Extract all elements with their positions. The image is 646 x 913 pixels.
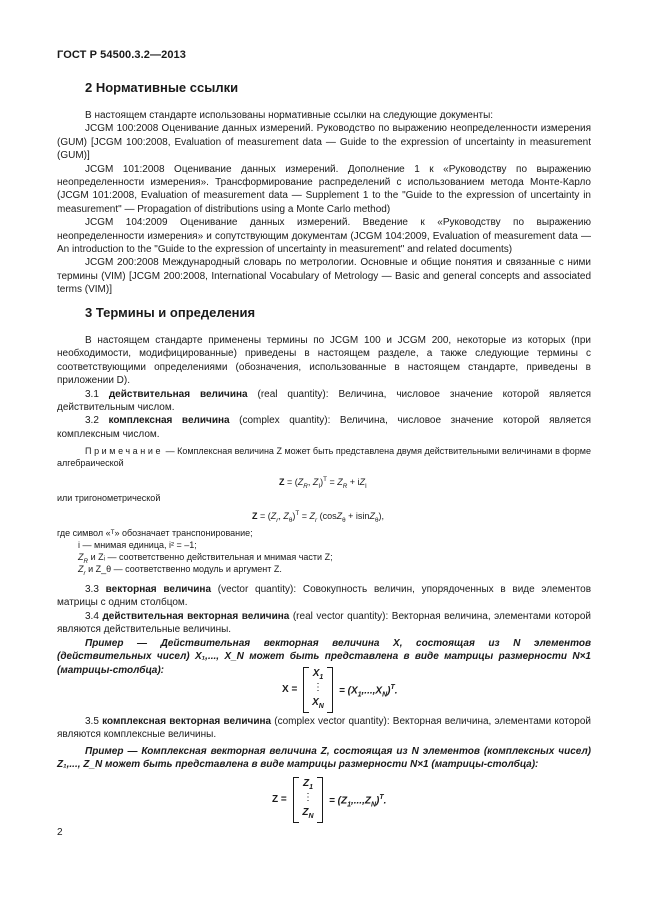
paragraph: JCGM 100:2008 Оценивание данных измерений. Руководство по выражению неопределенности измерения (GUM) [JCGM 100:2008, Evaluation of measurement data — Guide to the expression of uncertainty in measurement (GUM)] — [57, 123, 591, 162]
note-block — [57, 445, 591, 469]
paragraph: В настоящем стандарте использованы нормативные ссылки на следующие документы: — [85, 110, 494, 121]
paragraph: JCGM 104:2009 Оценивание данных измерений. Введение к «Руководству по выражению неопределенности измерения» и сопутствующим документам (JCGM 104:2009, Evaluation of measurement data — An introduction to the "Guide to the expression of uncertainty in measurement" and related documents) — [57, 217, 591, 256]
term-3-5-block — [57, 715, 591, 742]
example-text: Пример — Комплексная векторная величина Z, состоящая из N элементов (комплексных чисел) Z₁,..., Z_N может быть представлена в виде матрицы размерности N×1 (матрицы-столбца): — [57, 746, 591, 771]
term-3-2: 3.2 комплексная величина (complex quantity): Величина, числовое значение которой является комплексным числом. — [57, 415, 591, 440]
normative-refs-list — [57, 109, 591, 297]
example-text: Пример — Действительная векторная величина X, состоящая из N элементов (действительных чисел) X₁,..., X_N может быть представлена в виде матрицы размерности N×1 (матрицы-столбца): — [57, 638, 591, 676]
formula-trigonometric: $Z = (Z_r$, $Z_\theta)^T = Z_r$ (cosZ$_\theta$ + isinZ$_\theta$), — [252, 510, 384, 524]
paragraph: JCGM 101:2008 Оценивание данных измерений. Дополнение 1 к «Руководству по выражению неопределенности измерения». Трансформирование распределений с использованием метода Монте-Карло (JCGM 101:2008, Evaluation of measurement data — Supplement 1 to the "Guide to the expression of uncertainty in measurement" — Propagation of distributions using a Monte Carlo method) — [57, 163, 591, 215]
matrix-real-vector: X = $X_1$ ⋮ $X_N$ = $(X_1,...,X_N)^T$. — [282, 667, 407, 715]
note-i-def: i — мнимая единица, i² = –1; — [78, 540, 197, 550]
paragraph: В настоящем стандарте применены термины по JCGM 100 и JCGM 200, некоторые из которых (при необходимости, модифицированные) приведены в настоящем разделе, а также следующие термины с соответствующими определениями (обозначения, использованные в настоящем стандарте, приведены в приложении D). — [57, 335, 591, 387]
terms-vector — [57, 583, 591, 637]
example-complex-vector — [57, 745, 591, 772]
term-3-5: 3.5 комплексная векторная величина (complex vector quantity): Векторная величина, элементами которой являются комплексные величины. — [57, 716, 591, 741]
document-id: ГОСТ Р 54500.3.2—2013 — [57, 49, 186, 61]
term-3-3: 3.3 векторная величина (vector quantity): Совокупность величин, упорядоченных в виде элементов матрицы с одним столбцом. — [57, 584, 592, 609]
terms-intro — [57, 334, 591, 441]
note-zr-def: $Z_R$ и Zᵢ — соответственно действительная и мнимая части Z; — [78, 552, 333, 565]
section-heading-terms: 3 Термины и определения — [85, 305, 256, 320]
note-zt-def: $Z_r$ и Z_θ — соответственно модуль и аргумент Z. — [78, 564, 282, 577]
formula-algebraic: $Z = (Z_R$, $Z_I)^T = Z_R + iZ_I$ — [279, 476, 367, 490]
term-3-1: 3.1 действительная величина (real quantity): Величина, числовое значение которой является действительным числом. — [57, 388, 592, 414]
matrix-complex-vector: Z = $Z_1$ ⋮ $Z_N$ = $(Z_1,...,Z_N)^T$. — [272, 777, 412, 825]
note-where: где символ «ᵀ» обозначает транспонирование; — [57, 528, 253, 538]
note-text: — Комплексная величина Z может быть представлена двумя действительными величинами в форме алгебраической — [57, 446, 591, 468]
note-label: Примечание — [85, 446, 164, 456]
paragraph: JCGM 200:2008 Международный словарь по метрологии. Основные и общие понятия и связанные с ними термины (VIM) [JCGM 200:2008, International Vocabulary of Metrology — Basic and general concepts and associated terms (VIM)] — [57, 257, 591, 296]
note-or-trig: или тригонометрической — [57, 493, 161, 503]
term-3-4: 3.4 действительная векторная величина (real vector quantity): Векторная величина, элементами которой являются действительные величины. — [57, 610, 591, 636]
section-heading-normative-refs: 2 Нормативные ссылки — [85, 80, 239, 95]
page-number: 2 — [57, 827, 63, 838]
